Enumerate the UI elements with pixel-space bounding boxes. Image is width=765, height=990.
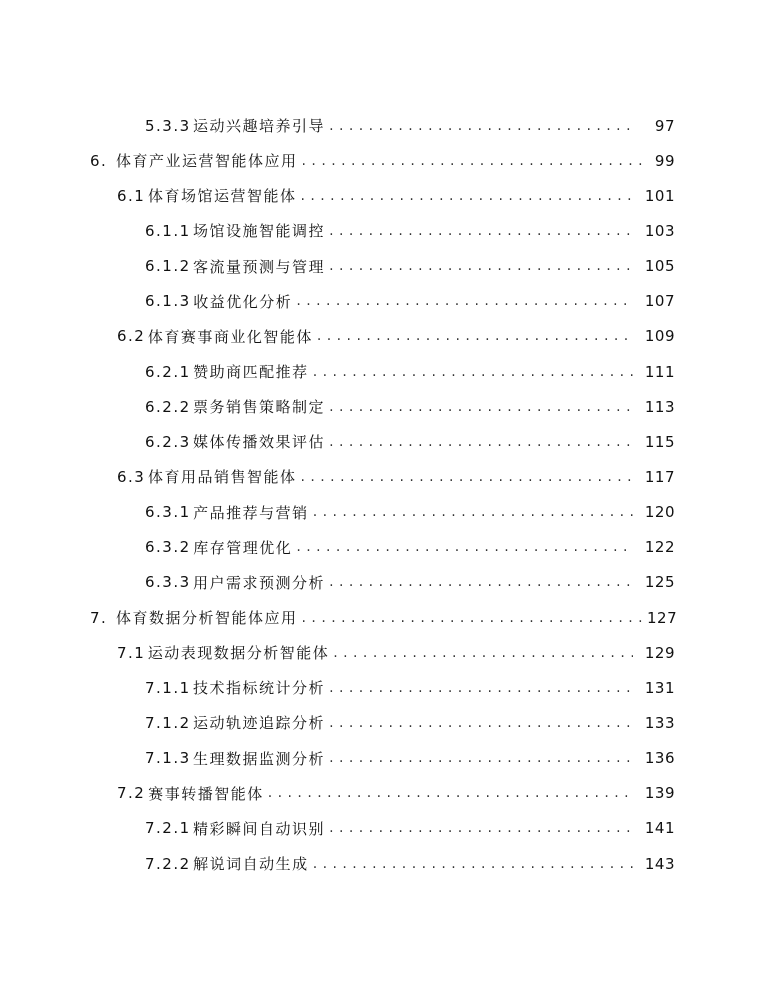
dot-leader xyxy=(329,399,633,415)
dot-leader xyxy=(302,610,645,626)
toc-entry-page-number: 141 xyxy=(644,819,675,838)
toc-entry-number: 6.2.1 xyxy=(145,362,191,381)
toc-entry-title: 体育赛事商业化智能体 xyxy=(147,327,313,346)
dot-leader xyxy=(313,364,633,380)
toc-entry-page-number: 139 xyxy=(644,784,675,803)
table-of-contents xyxy=(0,108,765,881)
toc-entry-title: 运动兴趣培养引导 xyxy=(193,117,326,136)
toc-entry-number: 6.2 xyxy=(117,327,146,346)
toc-entry-page-number: 103 xyxy=(644,221,675,240)
dot-leader xyxy=(329,118,633,134)
toc-entry[interactable] xyxy=(0,354,765,389)
toc-entry[interactable] xyxy=(0,635,765,670)
toc-entry-number: 6.1.1 xyxy=(145,221,191,240)
toc-entry-title: 媒体传播效果评估 xyxy=(193,433,326,452)
toc-entry-page-number: 120 xyxy=(644,503,675,522)
toc-entry-page-number: 107 xyxy=(644,292,675,311)
toc-entry-page-number: 97 xyxy=(654,116,675,135)
toc-entry-number: 7.2.2 xyxy=(145,854,191,873)
toc-entry[interactable] xyxy=(0,495,765,530)
toc-entry-title: 产品推荐与营销 xyxy=(193,503,309,522)
dot-leader xyxy=(329,680,633,696)
dot-leader xyxy=(296,293,633,309)
toc-entry[interactable] xyxy=(0,389,765,424)
toc-entry-title: 体育产业运营智能体应用 xyxy=(116,152,298,171)
toc-entry[interactable] xyxy=(0,424,765,459)
toc-entry-page-number: 101 xyxy=(644,186,675,205)
toc-entry-title: 生理数据监测分析 xyxy=(193,749,326,768)
toc-entry[interactable] xyxy=(0,108,765,143)
toc-entry-page-number: 109 xyxy=(644,327,675,346)
toc-entry[interactable] xyxy=(0,741,765,776)
toc-entry[interactable] xyxy=(0,811,765,846)
toc-entry-page-number: 129 xyxy=(644,643,675,662)
toc-entry[interactable] xyxy=(0,705,765,740)
dot-leader xyxy=(329,750,633,766)
toc-entry-number: 6.2.2 xyxy=(145,397,191,416)
toc-entry[interactable] xyxy=(0,776,765,811)
toc-entry-number: 7.1 xyxy=(117,643,146,662)
toc-entry[interactable] xyxy=(0,249,765,284)
toc-entry-number: 6.1.2 xyxy=(145,257,191,276)
toc-entry[interactable] xyxy=(0,319,765,354)
toc-entry-page-number: 125 xyxy=(644,573,675,592)
toc-entry-page-number: 117 xyxy=(644,467,675,486)
toc-entry[interactable] xyxy=(0,284,765,319)
toc-entry-page-number: 122 xyxy=(644,538,675,557)
toc-entry-page-number: 143 xyxy=(644,854,675,873)
toc-entry-number: 7.1.3 xyxy=(145,749,191,768)
dot-leader xyxy=(333,645,633,661)
dot-leader xyxy=(296,539,633,555)
toc-entry-number: 7.1.1 xyxy=(145,678,191,697)
toc-entry-number: 6.3.3 xyxy=(145,573,191,592)
toc-entry[interactable] xyxy=(0,670,765,705)
dot-leader xyxy=(313,856,633,872)
dot-leader xyxy=(302,153,645,169)
toc-entry-number: 7.1.2 xyxy=(145,713,191,732)
toc-entry[interactable] xyxy=(0,459,765,494)
toc-entry-page-number: 99 xyxy=(654,151,675,170)
toc-entry[interactable] xyxy=(0,178,765,213)
dot-leader xyxy=(329,574,633,590)
toc-entry-number: 6.3.1 xyxy=(145,503,191,522)
dot-leader xyxy=(268,785,633,801)
dot-leader xyxy=(329,715,633,731)
toc-entry-title: 体育用品销售智能体 xyxy=(147,468,297,487)
toc-entry-page-number: 136 xyxy=(644,749,675,768)
toc-entry-page-number: 115 xyxy=(644,432,675,451)
dot-leader xyxy=(300,188,633,204)
toc-entry-number: 7.2.1 xyxy=(145,819,191,838)
dot-leader xyxy=(317,328,633,344)
dot-leader xyxy=(329,223,633,239)
toc-entry-title: 赞助商匹配推荐 xyxy=(193,363,309,382)
toc-entry-page-number: 105 xyxy=(644,257,675,276)
dot-leader xyxy=(329,820,633,836)
toc-entry-page-number: 127 xyxy=(647,608,678,627)
toc-entry-number: 6.1 xyxy=(117,186,146,205)
toc-entry[interactable] xyxy=(0,846,765,881)
toc-entry[interactable] xyxy=(0,530,765,565)
toc-entry[interactable] xyxy=(0,600,765,635)
toc-entry-title: 票务销售策略制定 xyxy=(193,398,326,417)
toc-entry-title: 赛事转播智能体 xyxy=(148,784,264,803)
toc-entry-title: 体育数据分析智能体应用 xyxy=(116,609,298,628)
toc-entry-page-number: 133 xyxy=(644,713,675,732)
toc-entry-title: 体育场馆运营智能体 xyxy=(147,187,297,206)
toc-entry-number: 6.3.2 xyxy=(145,538,191,557)
toc-entry-title: 精彩瞬间自动识别 xyxy=(193,819,326,838)
toc-entry-title: 客流量预测与管理 xyxy=(193,257,326,276)
toc-entry-number: 5.3.3 xyxy=(145,116,191,135)
toc-entry-title: 运动轨迹追踪分析 xyxy=(193,714,326,733)
toc-entry-number: 6.2.3 xyxy=(145,432,191,451)
toc-entry-title: 场馆设施智能调控 xyxy=(193,222,326,241)
toc-entry-number: 6.3 xyxy=(117,467,146,486)
toc-entry-title: 技术指标统计分析 xyxy=(193,679,326,698)
toc-entry-number: 6.1.3 xyxy=(145,292,191,311)
dot-leader xyxy=(329,258,633,274)
dot-leader xyxy=(313,504,633,520)
toc-entry[interactable] xyxy=(0,143,765,178)
toc-entry-number: 7.2 xyxy=(117,784,146,803)
toc-entry-number: 6. xyxy=(90,151,108,170)
toc-entry[interactable] xyxy=(0,565,765,600)
toc-entry-page-number: 131 xyxy=(644,678,675,697)
toc-entry-title: 库存管理优化 xyxy=(193,538,293,557)
toc-entry-page-number: 113 xyxy=(644,397,675,416)
toc-entry-number: 7. xyxy=(90,608,108,627)
toc-entry-title: 收益优化分析 xyxy=(193,292,293,311)
toc-entry-page-number: 111 xyxy=(644,362,675,381)
dot-leader xyxy=(300,469,633,485)
toc-entry-title: 用户需求预测分析 xyxy=(193,573,326,592)
toc-entry-title: 解说词自动生成 xyxy=(193,855,309,874)
toc-entry-title: 运动表现数据分析智能体 xyxy=(147,644,330,663)
dot-leader xyxy=(329,434,633,450)
toc-entry[interactable] xyxy=(0,213,765,248)
